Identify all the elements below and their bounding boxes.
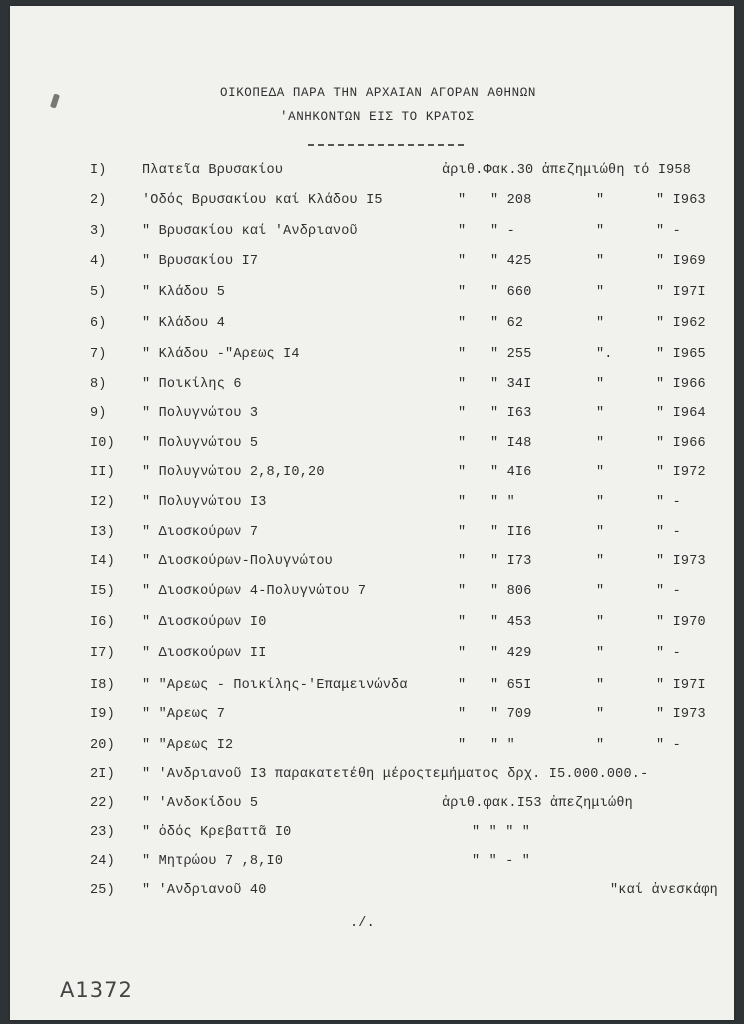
continuation-mark: ./. bbox=[350, 916, 375, 931]
row-number: 20) bbox=[90, 738, 115, 753]
row-description: " Πολυγνώτου 2,8,I0,20 bbox=[142, 465, 325, 480]
row-file-number: " I48 bbox=[490, 436, 532, 451]
row-file-number: " I73 bbox=[490, 554, 532, 569]
row-file-number: " " bbox=[490, 738, 515, 753]
row-number: 23) bbox=[90, 825, 115, 840]
row-number: I3) bbox=[90, 525, 115, 540]
row-ditto-2: " bbox=[596, 465, 605, 480]
row-note: ἀριθ.Φακ.30 ἀπεζημιώθη τό I958 bbox=[442, 163, 692, 178]
row-file-number: " II6 bbox=[490, 525, 532, 540]
row-description: " Κλάδου 5 bbox=[142, 285, 226, 300]
row-ditto-2: " bbox=[596, 436, 605, 451]
row-number: I) bbox=[90, 163, 107, 178]
row-file-number: " - bbox=[490, 224, 515, 239]
row-year: " - bbox=[656, 224, 681, 239]
row-ditto-1: " bbox=[458, 406, 467, 421]
row-file-number: " 429 bbox=[490, 646, 532, 661]
row-number: 24) bbox=[90, 854, 115, 869]
row-number: 2) bbox=[90, 193, 107, 208]
row-year: " I969 bbox=[656, 254, 706, 269]
row-number: 7) bbox=[90, 347, 107, 362]
row-ditto-1: " bbox=[458, 615, 467, 630]
row-note: " " - " bbox=[472, 854, 531, 869]
row-description: " ὀδός Κρεβαττᾶ I0 bbox=[142, 825, 292, 840]
row-ditto-2: " bbox=[596, 554, 605, 569]
row-file-number: " I63 bbox=[490, 406, 532, 421]
row-number: 6) bbox=[90, 316, 107, 331]
row-ditto-1: " bbox=[458, 347, 467, 362]
row-file-number: " 425 bbox=[490, 254, 532, 269]
row-ditto-2: " bbox=[596, 406, 605, 421]
row-number: I7) bbox=[90, 646, 115, 661]
row-number: 25) bbox=[90, 883, 115, 898]
row-year: " - bbox=[656, 646, 681, 661]
row-file-number: " 709 bbox=[490, 707, 532, 722]
row-year: " I97I bbox=[656, 678, 706, 693]
row-number: 9) bbox=[90, 406, 107, 421]
row-ditto-1: " bbox=[458, 495, 467, 510]
row-ditto-2: " bbox=[596, 193, 605, 208]
row-file-number: " 806 bbox=[490, 584, 532, 599]
row-description: " 'Ανδοκίδου 5 bbox=[142, 796, 259, 811]
row-year: " I97I bbox=[656, 285, 706, 300]
row-file-number: " 453 bbox=[490, 615, 532, 630]
row-description: " Διοσκούρων 7 bbox=[142, 525, 259, 540]
title-underline bbox=[308, 144, 464, 146]
row-year: " I963 bbox=[656, 193, 706, 208]
row-year: " - bbox=[656, 495, 681, 510]
row-note: ἀριθ.φακ.I53 ἀπεζημιώθη bbox=[442, 796, 633, 811]
row-ditto-2: " bbox=[596, 525, 605, 540]
row-ditto-1: " bbox=[458, 738, 467, 753]
row-description: " Πολυγνώτου I3 bbox=[142, 495, 267, 510]
row-ditto-1: " bbox=[458, 193, 467, 208]
row-description: " Βρυσακίου I7 bbox=[142, 254, 259, 269]
row-description: 'Οδός Βρυσακίου καί Κλάδου I5 bbox=[142, 193, 383, 208]
row-number: 4) bbox=[90, 254, 107, 269]
row-description: " Μητρώου 7 ,8,I0 bbox=[142, 854, 284, 869]
row-number: I2) bbox=[90, 495, 115, 510]
row-file-number: " 62 bbox=[490, 316, 524, 331]
row-description: " Πολυγνώτου 3 bbox=[142, 406, 259, 421]
row-description: " 'Ανδριανοῦ 40 bbox=[142, 883, 267, 898]
row-description: " 'Ανδριανοῦ I3 παρακατετέθη μέροςτεμήματος δρχ. I5.000.000.- bbox=[142, 767, 649, 782]
row-description: " Πολυγνώτου 5 bbox=[142, 436, 259, 451]
row-ditto-2: " bbox=[596, 738, 605, 753]
row-description: " Ποικίλης 6 bbox=[142, 377, 242, 392]
row-ditto-2: " bbox=[596, 646, 605, 661]
row-number: 5) bbox=[90, 285, 107, 300]
row-description: " "Αρεως - Ποικίλης-'Επαμεινώνδα bbox=[142, 678, 408, 693]
row-ditto-1: " bbox=[458, 436, 467, 451]
row-year: " I964 bbox=[656, 406, 706, 421]
row-ditto-1: " bbox=[458, 316, 467, 331]
row-ditto-2: ". bbox=[596, 347, 613, 362]
row-ditto-2: " bbox=[596, 678, 605, 693]
row-ditto-1: " bbox=[458, 254, 467, 269]
row-file-number: " " bbox=[490, 495, 515, 510]
row-number: I4) bbox=[90, 554, 115, 569]
row-note: " " " " bbox=[472, 825, 531, 840]
document-title-line-2: 'ΑΝΗΚΟΝΤΩΝ ΕΙΣ ΤΟ ΚΡΑΤΟΣ bbox=[280, 110, 475, 124]
ink-mark bbox=[50, 93, 60, 108]
row-year: " I973 bbox=[656, 707, 706, 722]
row-description: " Κλάδου 4 bbox=[142, 316, 226, 331]
row-file-number: " 65I bbox=[490, 678, 532, 693]
row-description: " Διοσκούρων II bbox=[142, 646, 267, 661]
row-year: " - bbox=[656, 584, 681, 599]
row-ditto-1: " bbox=[458, 377, 467, 392]
row-number: 3) bbox=[90, 224, 107, 239]
row-number: II) bbox=[90, 465, 115, 480]
row-year: " - bbox=[656, 738, 681, 753]
row-ditto-2: " bbox=[596, 316, 605, 331]
row-ditto-2: " bbox=[596, 285, 605, 300]
row-number: I5) bbox=[90, 584, 115, 599]
row-number: 22) bbox=[90, 796, 115, 811]
row-ditto-2: " bbox=[596, 615, 605, 630]
row-description: " "Αρεως I2 bbox=[142, 738, 234, 753]
row-ditto-1: " bbox=[458, 646, 467, 661]
row-year: " I972 bbox=[656, 465, 706, 480]
row-ditto-1: " bbox=[458, 525, 467, 540]
row-ditto-1: " bbox=[458, 678, 467, 693]
row-ditto-1: " bbox=[458, 465, 467, 480]
row-description: " Κλάδου -"Αρεως I4 bbox=[142, 347, 300, 362]
row-number: 8) bbox=[90, 377, 107, 392]
row-year: " I965 bbox=[656, 347, 706, 362]
row-number: I6) bbox=[90, 615, 115, 630]
document-page bbox=[10, 6, 734, 1020]
row-ditto-1: " bbox=[458, 584, 467, 599]
row-ditto-1: " bbox=[458, 224, 467, 239]
row-ditto-1: " bbox=[458, 285, 467, 300]
row-year: " I962 bbox=[656, 316, 706, 331]
row-number: 2I) bbox=[90, 767, 115, 782]
row-ditto-2: " bbox=[596, 495, 605, 510]
row-file-number: " 208 bbox=[490, 193, 532, 208]
row-note: "καί ἀνεσκάφη bbox=[610, 883, 718, 898]
row-year: " I970 bbox=[656, 615, 706, 630]
row-year: " I966 bbox=[656, 436, 706, 451]
row-ditto-1: " bbox=[458, 554, 467, 569]
row-file-number: " 255 bbox=[490, 347, 532, 362]
row-description: " "Αρεως 7 bbox=[142, 707, 226, 722]
row-ditto-2: " bbox=[596, 254, 605, 269]
row-description: " Διοσκούρων 4-Πολυγνώτου 7 bbox=[142, 584, 367, 599]
row-ditto-2: " bbox=[596, 707, 605, 722]
handwritten-reference: A1372 bbox=[60, 978, 133, 1002]
document-title-line-1: ΟΙΚΟΠΕΔΑ ΠΑΡΑ ΤΗΝ ΑΡΧΑΙΑΝ ΑΓΟΡΑΝ ΑΘΗΝΩΝ bbox=[220, 86, 536, 100]
row-description: " Διοσκούρων I0 bbox=[142, 615, 267, 630]
row-number: I8) bbox=[90, 678, 115, 693]
row-ditto-2: " bbox=[596, 584, 605, 599]
row-file-number: " 660 bbox=[490, 285, 532, 300]
row-year: " I966 bbox=[656, 377, 706, 392]
row-ditto-2: " bbox=[596, 224, 605, 239]
row-file-number: " 4I6 bbox=[490, 465, 532, 480]
row-ditto-2: " bbox=[596, 377, 605, 392]
row-description: Πλατεῖα Βρυσακίου bbox=[142, 163, 284, 178]
row-ditto-1: " bbox=[458, 707, 467, 722]
row-year: " - bbox=[656, 525, 681, 540]
row-number: I0) bbox=[90, 436, 115, 451]
row-file-number: " 34I bbox=[490, 377, 532, 392]
row-year: " I973 bbox=[656, 554, 706, 569]
row-description: " Βρυσακίου καί 'Ανδριανοῦ bbox=[142, 224, 358, 239]
row-number: I9) bbox=[90, 707, 115, 722]
row-description: " Διοσκούρων-Πολυγνώτου bbox=[142, 554, 333, 569]
